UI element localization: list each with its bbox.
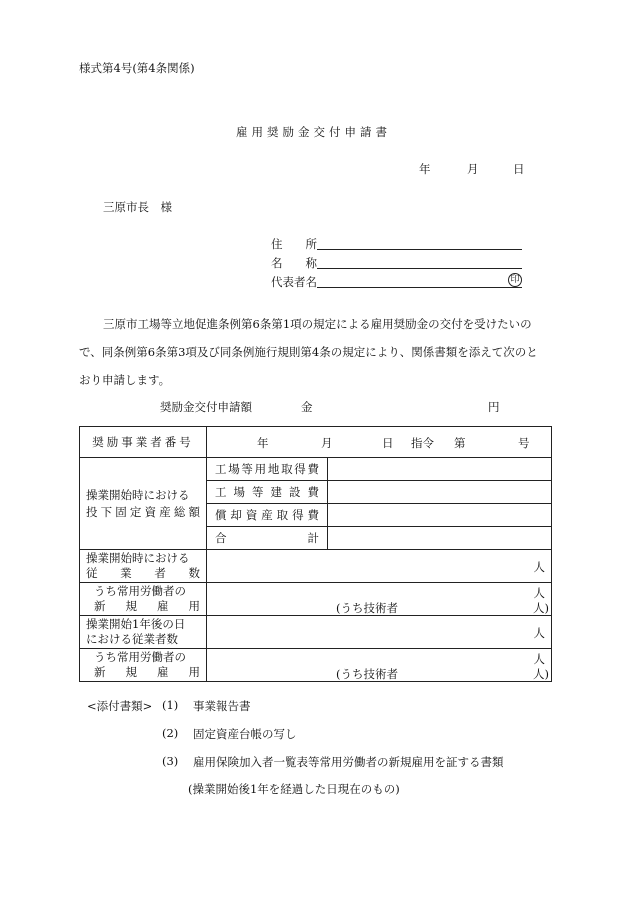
land-cost-value[interactable] <box>328 458 552 481</box>
body-line-2: で、同条例第6条第3項及び同条例施行規則第4条の規定により、関係書類を添えて次のと <box>79 345 538 359</box>
seal-mark: 印 <box>508 273 522 287</box>
attachment-3-text: 雇用保険加入者一覧表等常用労働者の新規雇用を証する書類 <box>193 755 504 769</box>
name-label: 名 称 <box>271 256 317 270</box>
date-year: 年 <box>419 162 431 176</box>
attachments-heading: <添付書類> <box>87 699 153 713</box>
application-table <box>79 426 552 682</box>
date-day: 日 <box>513 162 525 176</box>
depreciable-asset-value[interactable] <box>328 504 552 527</box>
attachment-1-text: 事業報告書 <box>193 699 251 713</box>
employees-1yr-label: 操業開始1年後の日 における従業者数 <box>80 616 207 649</box>
attachment-3-num: (3) <box>162 754 179 768</box>
address-field[interactable] <box>317 249 522 250</box>
depreciable-asset-label: 償却資産取得費 <box>207 504 328 527</box>
investment-label: 操業開始時における 投下固定資産総額 <box>80 458 207 550</box>
employees-start-value[interactable]: 人 <box>207 550 552 583</box>
new-hires-1yr-label: うち常用労働者の 新規雇用 <box>80 649 207 682</box>
form-number: 様式第4号(第4条関係) <box>79 61 195 75</box>
building-cost-value[interactable] <box>328 481 552 504</box>
total-label: 合計 <box>207 527 328 550</box>
body-line-3: おり申請します。 <box>79 373 171 387</box>
addressee: 三原市長 様 <box>103 200 172 214</box>
attachment-note: (操業開始後1年を経過した日現在のもの) <box>188 782 400 796</box>
amount-yen: 円 <box>488 400 500 414</box>
land-cost-label: 工場等用地取得費 <box>207 458 328 481</box>
amount-kin: 金 <box>301 400 313 414</box>
date-month: 月 <box>467 162 479 176</box>
representative-label: 代表者名 <box>271 275 317 289</box>
business-number-value[interactable]: 年 月 日 指令 第 号 <box>207 427 552 458</box>
address-label: 住 所 <box>271 237 317 251</box>
attachment-1-num: (1) <box>162 698 179 712</box>
attachment-2-text: 固定資産台帳の写し <box>193 727 297 741</box>
employees-start-label: 操業開始時における 従業者数 <box>80 550 207 583</box>
new-hires-start-label: うち常用労働者の 新規雇用 <box>80 583 207 616</box>
business-number-label: 奨励事業者番号 <box>80 427 207 458</box>
building-cost-label: 工場等建設費 <box>207 481 328 504</box>
employees-1yr-value[interactable]: 人 <box>207 616 552 649</box>
new-hires-start-value[interactable]: 人 (うち技術者 人) <box>207 583 552 616</box>
page-title: 雇用奨励金交付申請書 <box>236 125 391 139</box>
body-line-1: 三原市工場等立地促進条例第6条第1項の規定による雇用奨励金の交付を受けたいの <box>103 317 532 331</box>
new-hires-1yr-value[interactable]: 人 (うち技術者 人) <box>207 649 552 682</box>
name-field[interactable] <box>317 268 522 269</box>
representative-field[interactable] <box>317 287 522 288</box>
attachment-2-num: (2) <box>162 726 179 740</box>
amount-label: 奨励金交付申請額 <box>160 400 252 414</box>
total-value[interactable] <box>328 527 552 550</box>
